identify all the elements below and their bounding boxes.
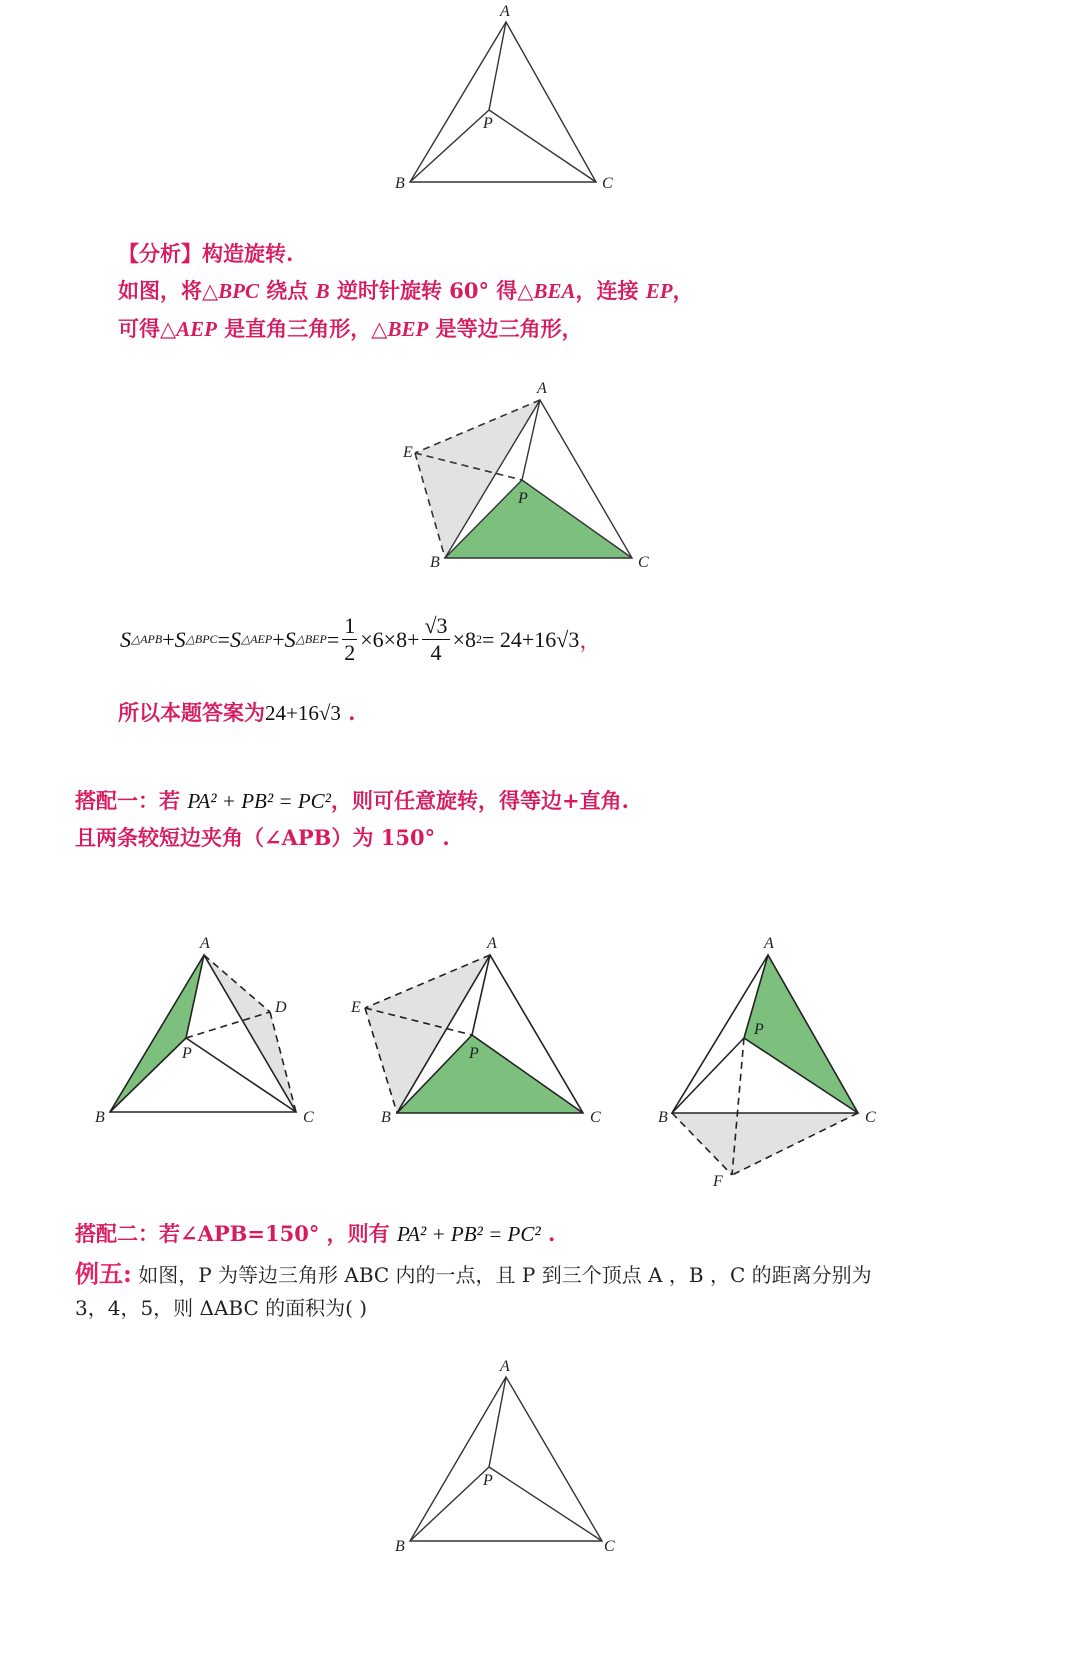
label-e: E — [351, 999, 361, 1016]
figure-example-five-triangle — [380, 1355, 640, 1570]
pairing-one-line-2: 且两条较短边夹角（∠APB）为 150° . — [75, 825, 450, 850]
area-formula: S △APB + S △BPC = S △AEP + S △BEP = $\frac{1}{2}$ ×6×8+ $\frac{√3}{4}$ ×8 2 = 24+16√3 ， — [120, 613, 602, 665]
figure-rotation-left — [90, 930, 330, 1130]
analysis-line-2: 可得△AEP 是直角三角形，△BEP 是等边三角形， — [118, 316, 583, 341]
figure-rotation-right — [650, 930, 890, 1190]
label-c: C — [590, 1109, 601, 1126]
label-p: P — [754, 1021, 764, 1038]
label-b: B — [95, 1109, 105, 1126]
label-c: C — [638, 554, 649, 571]
label-p: P — [483, 1472, 493, 1489]
label-f: F — [713, 1173, 723, 1190]
label-a: A — [487, 935, 497, 952]
analysis-heading: 【分析】构造旋转. — [118, 241, 294, 266]
label-e: E — [403, 444, 413, 461]
label-p: P — [469, 1045, 479, 1062]
figure-rotation-bpc-to-bea — [395, 375, 665, 575]
label-c: C — [303, 1109, 314, 1126]
label-c: C — [604, 1538, 615, 1555]
label-b: B — [395, 1538, 405, 1555]
label-a: A — [500, 1358, 510, 1375]
example-five-line-2: 3，4，5，则 ΔABC 的面积为( ) — [75, 1296, 368, 1320]
figure-triangle-abc-with-p — [380, 0, 640, 200]
label-c: C — [865, 1109, 876, 1126]
label-b: B — [658, 1109, 668, 1126]
label-a: A — [537, 380, 547, 397]
figure-rotation-middle — [345, 930, 620, 1130]
label-c: C — [602, 175, 613, 192]
answer-line: 所以本题答案为24+16√3 . — [118, 700, 356, 725]
example-five-line-1: 例五: 如图，P 为等边三角形 ABC 内的一点，且 P 到三个顶点 A ，B ，C 的距离分别为 — [75, 1259, 872, 1288]
pairing-two-line: 搭配二：若∠APB=150° ，则有 PA² + PB² = PC² . — [75, 1221, 556, 1246]
analysis-line-1: 如图，将△BPC 绕点 B 逆时针旋转 60° 得△BEA，连接 EP， — [118, 278, 694, 303]
label-p: P — [182, 1045, 192, 1062]
label-a: A — [500, 3, 510, 20]
label-p: P — [518, 490, 528, 507]
pairing-one-line-1: 搭配一：若 PA² + PB² = PC²，则可任意旋转，得等边+直角. — [75, 788, 629, 813]
label-a: A — [200, 935, 210, 952]
label-b: B — [430, 554, 440, 571]
label-a: A — [764, 935, 774, 952]
label-p: P — [483, 115, 493, 132]
label-b: B — [395, 175, 405, 192]
label-d: D — [275, 999, 287, 1016]
label-b: B — [381, 1109, 391, 1126]
